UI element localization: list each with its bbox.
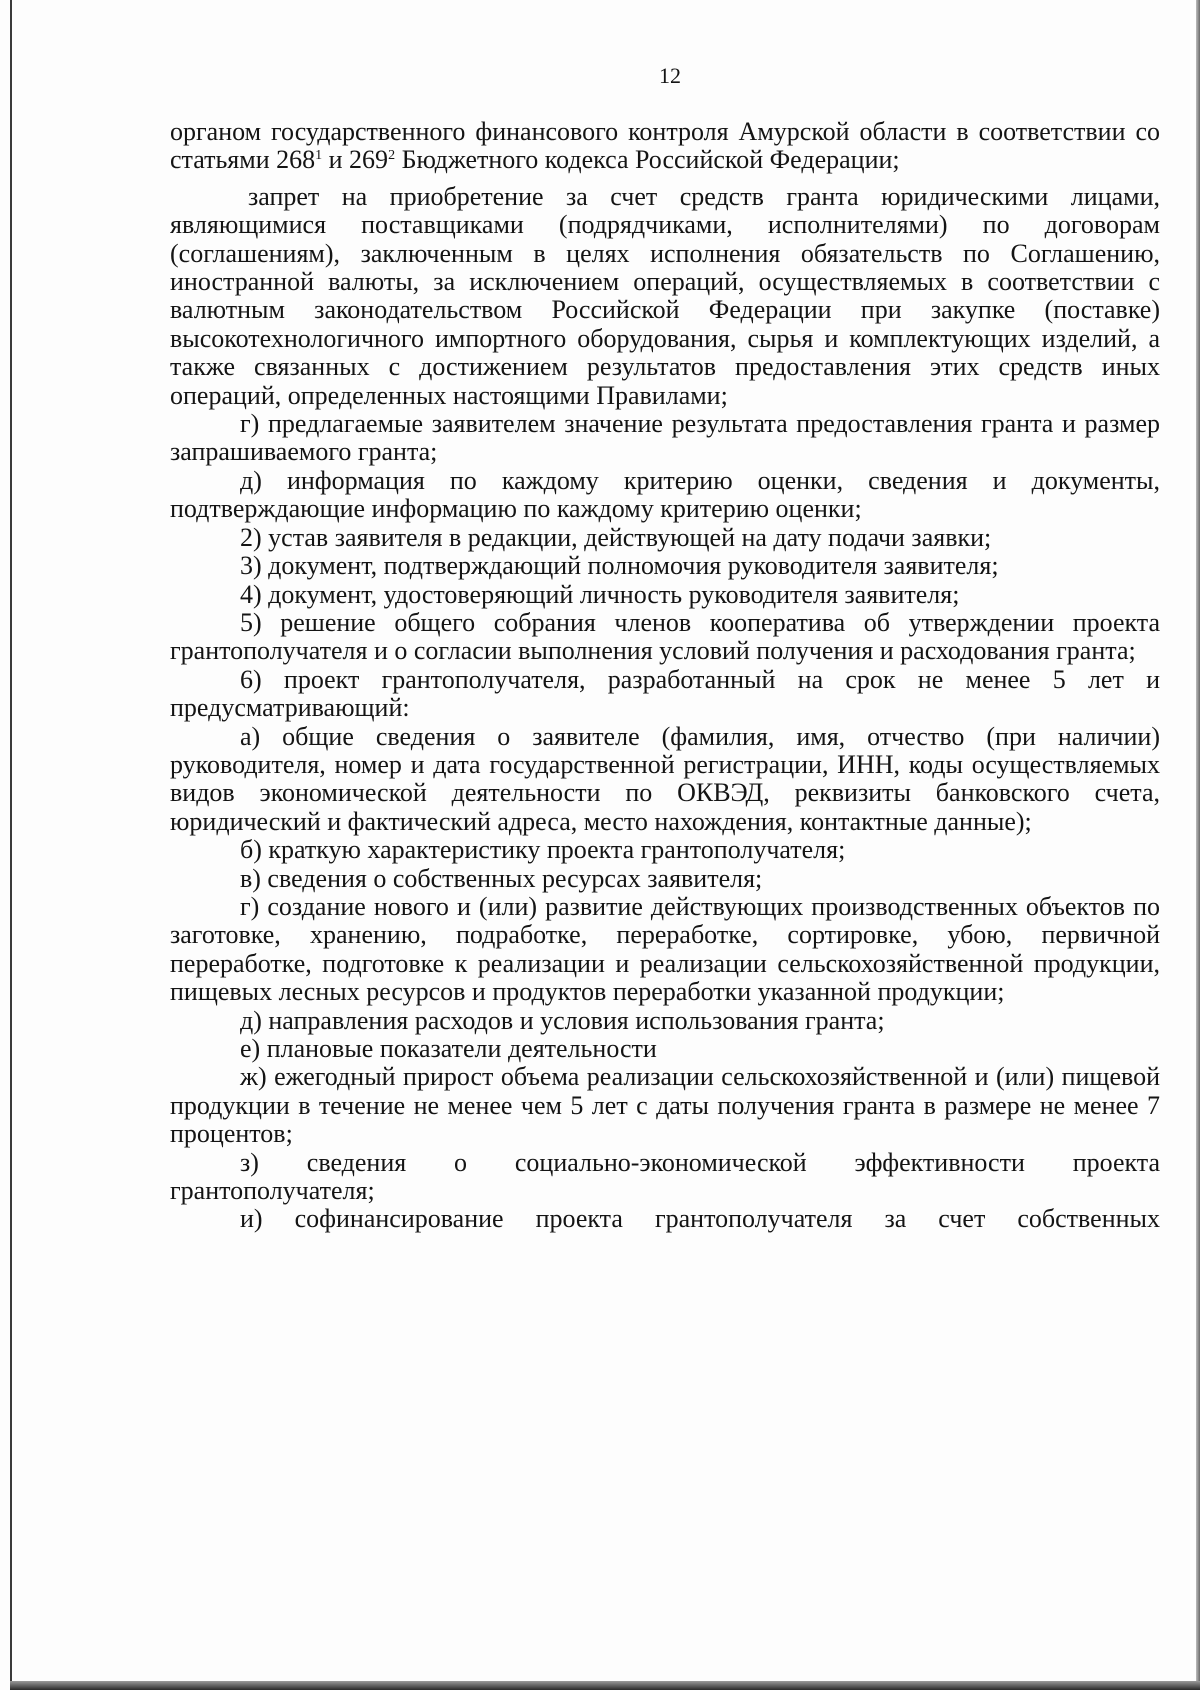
paragraph-7: 4) документ, удостоверяющий личность руководителя заявителя; (240, 579, 960, 609)
paragraph-14: д) направления расходов и условия использования гранта; (240, 1005, 885, 1035)
paragraph-1-mid: и 269 (322, 145, 389, 175)
paragraph-13: г) создание нового и (или) развитие действующих производственных объектов по заготовке, хранению, подработке, переработке, сортировке, убою, первичной переработке, подготовке к реализации и реализации сельскохозяйственной продукции, пищевых лесных ресурсов и продуктов переработки указанной продукции; (170, 891, 1160, 1007)
scan-right-edge (1196, 0, 1200, 1690)
paragraph-2: запрет на приобретение за счет средств гранта юридическими лицами, являющимися поставщиками (подрядчиками, исполнителями) по договорам (соглашениям), заключенным в целях исполнения обязательств по Соглашению, иностранной валюты, за исключением операций, осуществляемых в соответствии с валютным законодательством Российской Федерации при закупке (поставке) высокотехнологичного импортного оборудования, сырья и комплектующих изделий, а также связанных с достижением результатов предоставления этих средств иных операций, определенных настоящими Правилами; (170, 181, 1160, 410)
paragraph-10: а) общие сведения о заявителе (фамилия, имя, отчество (при наличии) руководителя, номер и дата государственной регистрации, ИНН, коды осуществляемых видов экономической деятельности по ОКВЭД, реквизиты банковского счета, юридический и фактический адреса, место нахождения, контактные данные); (170, 721, 1160, 836)
paragraph-17: з) сведения о социально-экономической эффективности проекта грантополучателя; (170, 1147, 1160, 1206)
paragraph-1-text: органом государственного финансового контроля Амурской области в соответствии со статьями 268 (170, 117, 1160, 175)
paragraph-5: 2) устав заявителя в редакции, действующей на дату подачи заявки; (240, 522, 992, 552)
paragraph-4: д) информация по каждому критерию оценки, сведения и документы, подтверждающие информацию по каждому критерию оценки; (170, 465, 1160, 524)
paragraph-1 (170, 118, 1160, 175)
paragraph-11: б) краткую характеристику проекта грантополучателя; (240, 835, 846, 865)
paragraph-16: ж) ежегодный прирост объема реализации сельскохозяйственной и (или) пищевой продукции в течение не менее чем 5 лет с даты получения гранта в размере не менее 7 процентов; (170, 1062, 1160, 1149)
paragraph-12: в) сведения о собственных ресурсах заявителя; (240, 863, 763, 893)
paragraph-18: и) софинансирование проекта грантополучателя за счет собственных (240, 1204, 1160, 1234)
paragraph-9: 6) проект грантополучателя, разработанный на срок не менее 5 лет и предусматривающий: (170, 664, 1160, 723)
scan-bottom-edge (10, 1681, 1200, 1690)
scan-left-edge (10, 0, 12, 1690)
paragraph-6: 3) документ, подтверждающий полномочия руководителя заявителя; (240, 551, 999, 581)
paragraph-8: 5) решение общего собрания членов кооператива об утверждении проекта грантополучателя и о согласии выполнения условий получения и расходования гранта; (170, 607, 1160, 666)
paragraph-15: е) плановые показатели деятельности (240, 1034, 657, 1063)
paragraph-1-tail: Бюджетного кодекса Российской Федерации; (395, 145, 900, 175)
paragraph-3: г) предлагаемые заявителем значение результата предоставления гранта и размер запрашиваемого гранта; (170, 409, 1160, 467)
document-body (170, 118, 1160, 1234)
footnote-sup-2: 2 (388, 148, 396, 164)
page-number: 12 (659, 63, 681, 88)
footnote-sup-1: 1 (315, 148, 323, 164)
